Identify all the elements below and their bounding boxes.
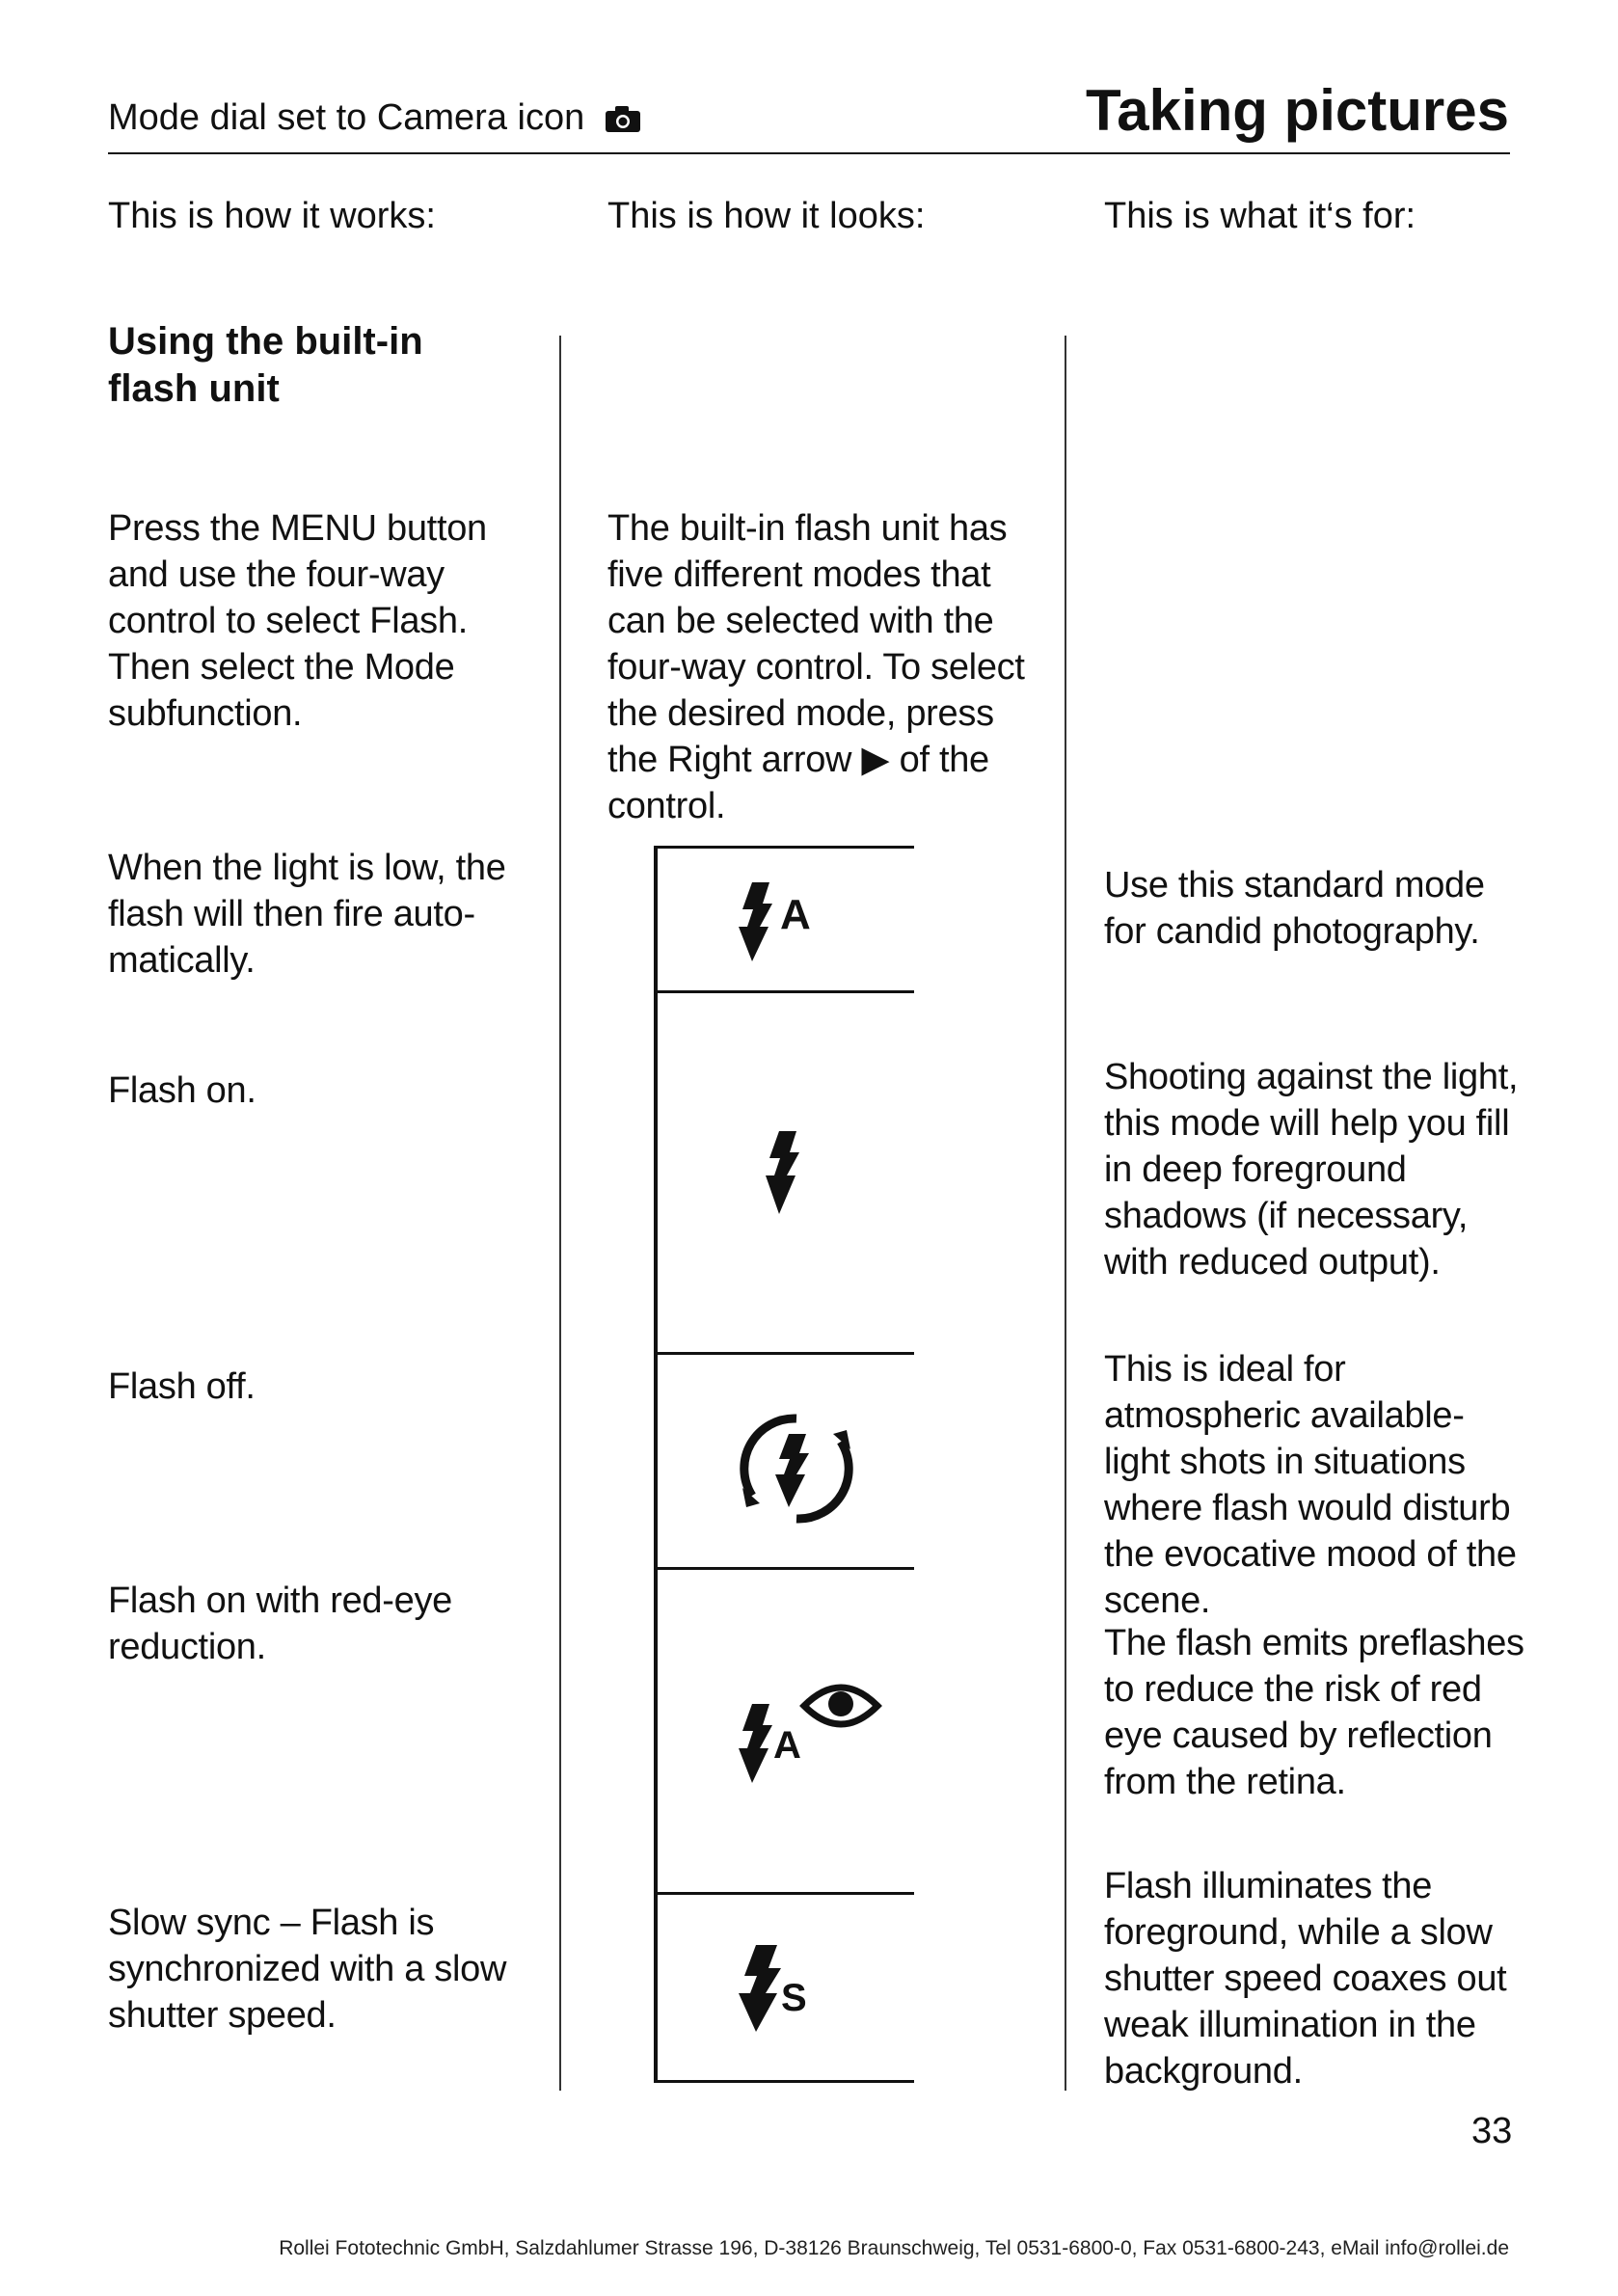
flash-mode-icon-strip [654,846,914,2083]
camera-icon [605,104,641,133]
column-heading-looks: This is how it looks: [607,196,926,236]
strip-divider [654,1352,914,1355]
column-heading-purpose: This is what it‘s for: [1104,196,1416,236]
red-eye-reduction-icon [737,1675,891,1791]
strip-divider [654,990,914,993]
footer-contact-info: Rollei Fototechnic GmbH, Salzdahlumer Strasse 196, D-38126 Braunschweig, Tel 0531-6800-0, Fax 0531-6800-243, eMail info@rollei.de [279,2237,1509,2259]
section-title: Using the built-in flash unit [108,320,423,410]
flash-auto-icon [737,882,833,969]
header-divider [108,152,1510,154]
strip-divider [654,2080,914,2083]
strip-divider [654,1567,914,1570]
column-heading-works: This is how it works: [108,196,436,236]
strip-divider [654,846,914,849]
header-mode-dial-text [108,91,641,145]
mode-on-purpose: Shooting against the light, this mode will help you fill in deep foreground shadows (if necessary, with reduced output). [1104,1057,1519,1283]
page-number: 33 [1471,2111,1513,2151]
column-divider-right [1065,336,1066,2091]
mode-off-description: Flash off. [108,1366,256,1407]
strip-border [654,846,658,2083]
mode-auto-purpose: Use this standard mode for candid photography. [1104,865,1485,952]
slow-sync-icon [737,1945,843,2041]
mode-off-purpose: This is ideal for atmospheric available-light shots in situations where flash would disturb the evocative mood of the scene. [1104,1349,1517,1621]
mode-auto-description: When the light is low, the flash will then fire auto-matically. [108,848,506,981]
page-title: Taking pictures [1086,78,1509,143]
mode-slow-sync-description: Slow sync – Flash is synchronized with a slow shutter speed. [108,1903,507,2036]
mode-on-description: Flash on. [108,1070,256,1111]
flash-on-icon [764,1131,812,1218]
header-left-label: Mode dial set to Camera icon [108,97,585,138]
mode-red-eye-description: Flash on with red-eye reduction. [108,1580,452,1667]
column-divider-left [559,336,561,2091]
svg-text:S: S [781,1977,807,2019]
intro-instructions: Press the MENU button and use the four-way control to select Flash. Then select the Mode subfunction. [108,508,487,734]
mode-red-eye-purpose: The flash emits preflashes to reduce the risk of red eye caused by reflection from the retina. [1104,1623,1524,1802]
strip-divider [654,1892,914,1895]
svg-text:A: A [780,891,811,938]
mode-slow-sync-purpose: Flash illuminates the foreground, while a slow shutter speed coaxes out weak illumination in the background. [1104,1866,1507,2092]
svg-text:A: A [773,1724,801,1767]
intro-description: The built-in flash unit has five different modes that can be selected with the four-way control. To select the desired mode, press the Right arrow ▶ of the control. [607,508,1025,826]
flash-off-icon [739,1411,854,1526]
